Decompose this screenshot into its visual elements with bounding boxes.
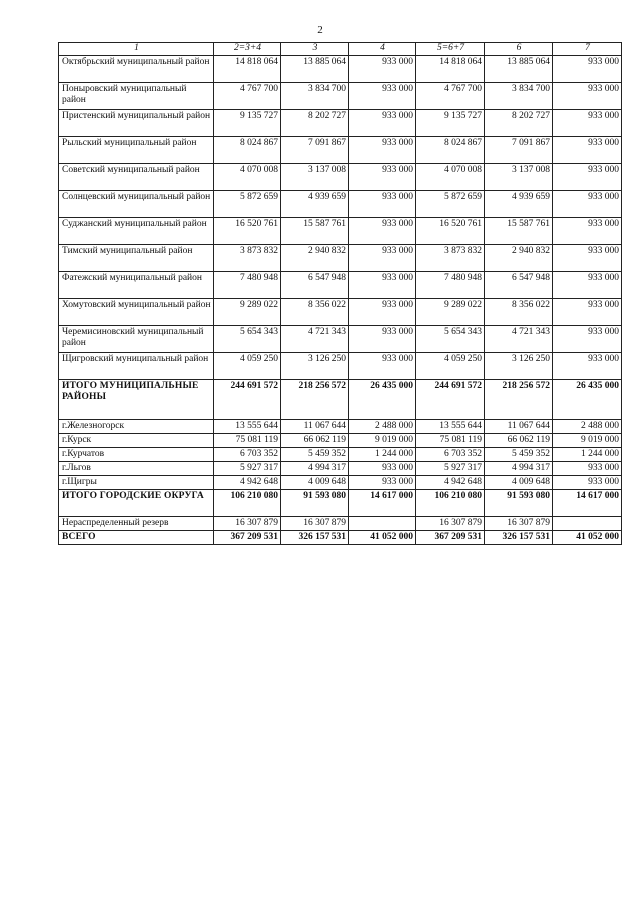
budget-table — [58, 42, 622, 545]
table-row — [59, 245, 622, 272]
row-label: Фатежский муниципальный район — [59, 272, 214, 299]
table-cell: 4 994 317 — [281, 462, 349, 476]
table-cell: 933 000 — [553, 191, 622, 218]
header-row — [59, 43, 622, 56]
column-header: 7 — [553, 43, 622, 56]
table-cell: 8 202 727 — [485, 110, 553, 137]
table-cell: 3 126 250 — [281, 353, 349, 380]
table-cell: 933 000 — [553, 164, 622, 191]
table-cell: 4 070 008 — [214, 164, 281, 191]
table-cell: 16 307 879 — [485, 517, 553, 531]
table-cell: 9 289 022 — [214, 299, 281, 326]
column-header: 2=3+4 — [214, 43, 281, 56]
table-cell: 367 209 531 — [214, 531, 281, 545]
table-cell: 13 555 644 — [214, 420, 281, 434]
table-row — [59, 299, 622, 326]
table-cell: 75 081 119 — [214, 434, 281, 448]
table-cell: 5 654 343 — [214, 326, 281, 353]
table-cell: 26 435 000 — [553, 380, 622, 420]
table-cell: 933 000 — [349, 218, 416, 245]
table-cell: 4 767 700 — [416, 83, 485, 110]
table-cell: 13 885 064 — [281, 56, 349, 83]
table-row — [59, 218, 622, 245]
table-cell: 933 000 — [349, 326, 416, 353]
table-cell: 9 019 000 — [349, 434, 416, 448]
row-label: Нераспределенный резерв — [59, 517, 214, 531]
table-cell: 933 000 — [553, 462, 622, 476]
table-cell: 4 059 250 — [416, 353, 485, 380]
row-label: Щигровский муниципальный район — [59, 353, 214, 380]
table-cell: 933 000 — [553, 56, 622, 83]
row-label: Поныровский муниципальный район — [59, 83, 214, 110]
table-cell: 16 307 879 — [214, 517, 281, 531]
row-label: г.Курчатов — [59, 448, 214, 462]
table-row — [59, 272, 622, 299]
table-cell: 5 459 352 — [485, 448, 553, 462]
table-cell: 4 939 659 — [281, 191, 349, 218]
table-cell: 933 000 — [349, 110, 416, 137]
table-cell: 933 000 — [553, 218, 622, 245]
table-cell: 4 009 648 — [281, 476, 349, 490]
row-label: Тимский муниципальный район — [59, 245, 214, 272]
table-cell: 7 480 948 — [214, 272, 281, 299]
table-cell: 4 721 343 — [485, 326, 553, 353]
column-header: 1 — [59, 43, 214, 56]
table-cell: 933 000 — [553, 326, 622, 353]
table-row — [59, 164, 622, 191]
table-cell: 3 834 700 — [281, 83, 349, 110]
table-cell: 2 488 000 — [553, 420, 622, 434]
table-cell: 5 927 317 — [214, 462, 281, 476]
table-row — [59, 110, 622, 137]
grand-total-row — [59, 531, 622, 545]
table-cell: 4 059 250 — [214, 353, 281, 380]
table-cell: 5 654 343 — [416, 326, 485, 353]
table-cell: 13 555 644 — [416, 420, 485, 434]
table-cell: 14 617 000 — [349, 490, 416, 517]
row-label: Суджанский муниципальный район — [59, 218, 214, 245]
table-cell: 7 480 948 — [416, 272, 485, 299]
table-cell: 5 459 352 — [281, 448, 349, 462]
table-cell: 933 000 — [349, 191, 416, 218]
table-row — [59, 434, 622, 448]
table-cell: 75 081 119 — [416, 434, 485, 448]
table-cell: 16 520 761 — [416, 218, 485, 245]
table-cell: 66 062 119 — [485, 434, 553, 448]
table-cell: 933 000 — [349, 476, 416, 490]
table-cell: 3 137 008 — [281, 164, 349, 191]
table-cell: 4 994 317 — [485, 462, 553, 476]
table-cell: 8 024 867 — [214, 137, 281, 164]
table-cell: 6 703 352 — [416, 448, 485, 462]
table-cell: 933 000 — [349, 56, 416, 83]
page-number: 2 — [317, 24, 323, 36]
table-cell: 16 520 761 — [214, 218, 281, 245]
table-cell: 15 587 761 — [485, 218, 553, 245]
reserve-row — [59, 517, 622, 531]
table-cell: 9 135 727 — [214, 110, 281, 137]
table-cell: 4 942 648 — [214, 476, 281, 490]
table-cell: 5 927 317 — [416, 462, 485, 476]
table-cell: 326 157 531 — [485, 531, 553, 545]
table-cell: 14 818 064 — [416, 56, 485, 83]
table-cell: 326 157 531 — [281, 531, 349, 545]
table-cell: 16 307 879 — [281, 517, 349, 531]
row-label: Хомутовский муниципальный район — [59, 299, 214, 326]
table-cell: 933 000 — [349, 272, 416, 299]
table-cell: 5 872 659 — [416, 191, 485, 218]
table-cell: 218 256 572 — [281, 380, 349, 420]
table-cell: 4 942 648 — [416, 476, 485, 490]
table-cell: 933 000 — [553, 110, 622, 137]
table-cell: 8 024 867 — [416, 137, 485, 164]
table-cell: 3 873 832 — [214, 245, 281, 272]
column-header: 5=6+7 — [416, 43, 485, 56]
table-cell: 4 721 343 — [281, 326, 349, 353]
subtotal-row-city-districts — [59, 490, 622, 517]
table-row — [59, 56, 622, 83]
row-label: ИТОГО МУНИЦИПАЛЬНЫЕ РАЙОНЫ — [59, 380, 214, 420]
table-cell: 933 000 — [553, 272, 622, 299]
table-cell: 7 091 867 — [281, 137, 349, 164]
row-label: Рыльский муниципальный район — [59, 137, 214, 164]
table-row — [59, 476, 622, 490]
table-cell: 7 091 867 — [485, 137, 553, 164]
table-cell: 367 209 531 — [416, 531, 485, 545]
table-cell: 41 052 000 — [349, 531, 416, 545]
table-cell: 5 872 659 — [214, 191, 281, 218]
table-cell: 6 547 948 — [281, 272, 349, 299]
table-cell: 218 256 572 — [485, 380, 553, 420]
table-cell: 6 703 352 — [214, 448, 281, 462]
row-label: Пристенский муниципальный район — [59, 110, 214, 137]
table-cell: 26 435 000 — [349, 380, 416, 420]
table-cell: 16 307 879 — [416, 517, 485, 531]
column-header: 6 — [485, 43, 553, 56]
table-cell: 41 052 000 — [553, 531, 622, 545]
table-cell: 2 940 832 — [281, 245, 349, 272]
table-cell: 244 691 572 — [214, 380, 281, 420]
table-cell: 106 210 080 — [214, 490, 281, 517]
table-cell: 91 593 080 — [485, 490, 553, 517]
table-cell: 3 126 250 — [485, 353, 553, 380]
table-cell: 3 834 700 — [485, 83, 553, 110]
table-cell: 3 137 008 — [485, 164, 553, 191]
table-cell: 91 593 080 — [281, 490, 349, 517]
table-cell: 8 356 022 — [281, 299, 349, 326]
table-row — [59, 353, 622, 380]
table-cell: 6 547 948 — [485, 272, 553, 299]
table-row — [59, 83, 622, 110]
table-cell: 4 070 008 — [416, 164, 485, 191]
table-cell: 933 000 — [349, 164, 416, 191]
row-label: г.Железногорск — [59, 420, 214, 434]
table-cell: 2 488 000 — [349, 420, 416, 434]
table-cell: 933 000 — [349, 353, 416, 380]
table-cell: 933 000 — [349, 245, 416, 272]
table-cell: 4 009 648 — [485, 476, 553, 490]
table-cell: 1 244 000 — [349, 448, 416, 462]
table-cell: 11 067 644 — [485, 420, 553, 434]
table-cell: 933 000 — [553, 476, 622, 490]
table-cell — [553, 517, 622, 531]
row-label: Советский муниципальный район — [59, 164, 214, 191]
table-cell: 13 885 064 — [485, 56, 553, 83]
table-cell — [349, 517, 416, 531]
table-cell: 4 939 659 — [485, 191, 553, 218]
table-cell: 933 000 — [553, 137, 622, 164]
table-cell: 14 617 000 — [553, 490, 622, 517]
table-cell: 933 000 — [553, 83, 622, 110]
table-cell: 933 000 — [349, 137, 416, 164]
table-cell: 106 210 080 — [416, 490, 485, 517]
table-cell: 1 244 000 — [553, 448, 622, 462]
row-label: г.Щигры — [59, 476, 214, 490]
table-cell: 933 000 — [553, 353, 622, 380]
row-label: ВСЕГО — [59, 531, 214, 545]
table-cell: 3 873 832 — [416, 245, 485, 272]
table-row — [59, 137, 622, 164]
table-row — [59, 462, 622, 476]
table-cell: 8 202 727 — [281, 110, 349, 137]
subtotal-row-districts — [59, 380, 622, 420]
table-cell: 244 691 572 — [416, 380, 485, 420]
column-header: 4 — [349, 43, 416, 56]
table-cell: 933 000 — [349, 462, 416, 476]
row-label: ИТОГО ГОРОДСКИЕ ОКРУГА — [59, 490, 214, 517]
table-cell: 4 767 700 — [214, 83, 281, 110]
table-cell: 933 000 — [553, 245, 622, 272]
column-header: 3 — [281, 43, 349, 56]
table-cell: 933 000 — [349, 299, 416, 326]
table-cell: 11 067 644 — [281, 420, 349, 434]
table-cell: 14 818 064 — [214, 56, 281, 83]
row-label: Солнцевский муниципальный район — [59, 191, 214, 218]
table-row — [59, 326, 622, 353]
table-cell: 8 356 022 — [485, 299, 553, 326]
table-row — [59, 448, 622, 462]
table-cell: 9 135 727 — [416, 110, 485, 137]
row-label: г.Льгов — [59, 462, 214, 476]
table-row — [59, 191, 622, 218]
row-label: Октябрьский муниципальный район — [59, 56, 214, 83]
table-cell: 2 940 832 — [485, 245, 553, 272]
table-cell: 933 000 — [553, 299, 622, 326]
table-cell: 933 000 — [349, 83, 416, 110]
row-label: Черемисиновский муниципальный район — [59, 326, 214, 353]
table-cell: 66 062 119 — [281, 434, 349, 448]
row-label: г.Курск — [59, 434, 214, 448]
table-row — [59, 420, 622, 434]
table-cell: 9 019 000 — [553, 434, 622, 448]
table-cell: 15 587 761 — [281, 218, 349, 245]
table-cell: 9 289 022 — [416, 299, 485, 326]
